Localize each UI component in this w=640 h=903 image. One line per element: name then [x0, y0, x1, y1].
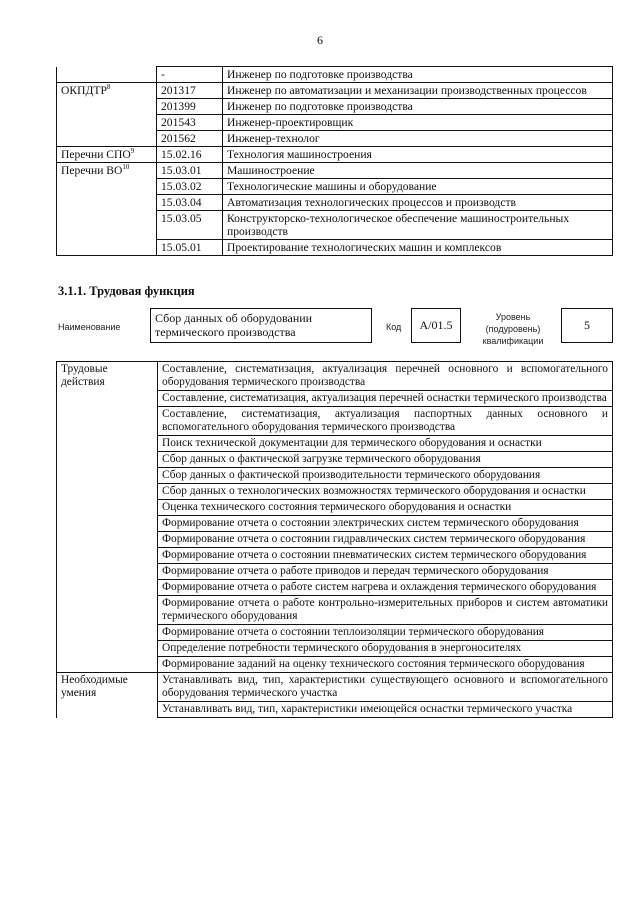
table-row	[57, 179, 613, 195]
page-number: 6	[317, 33, 323, 47]
table-row	[57, 147, 613, 163]
table-row	[57, 99, 613, 115]
table-row	[57, 163, 613, 179]
group-label: Перечни ВО	[61, 164, 123, 177]
name-cell: Инженер по подготовке производства	[223, 67, 613, 83]
item-cell: Формирование отчета о состоянии электрических систем термического оборудования	[158, 516, 613, 532]
table-row	[57, 195, 613, 211]
table-row	[57, 407, 613, 436]
group-cell	[57, 240, 157, 256]
code-cell: 201317	[157, 83, 223, 99]
row-group-cell	[57, 702, 158, 718]
group-label: ОКПДТР	[61, 84, 107, 97]
code-cell: 15.03.04	[157, 195, 223, 211]
table-row	[57, 391, 613, 407]
table-row	[57, 131, 613, 147]
item-cell: Оценка технического состояния термического оборудования и оснастки	[158, 500, 613, 516]
table-row	[57, 596, 613, 625]
codes-table	[56, 66, 613, 256]
group-cell	[57, 211, 157, 240]
name-cell: Технология машиностроения	[223, 147, 613, 163]
footnote-mark: 10	[122, 163, 130, 172]
row-group-cell	[57, 516, 158, 532]
table-row	[57, 548, 613, 564]
item-cell: Устанавливать вид, тип, характеристики имеющейся оснастки термического участка	[158, 702, 613, 718]
name-label: Наименование	[58, 322, 121, 332]
group-cell	[57, 179, 157, 195]
table-row	[57, 362, 613, 391]
code-cell: 201543	[157, 115, 223, 131]
table-row	[57, 436, 613, 452]
function-code-box: A/01.5	[411, 308, 461, 343]
row-group-cell	[57, 596, 158, 625]
code-cell: 201562	[157, 131, 223, 147]
table-row	[57, 484, 613, 500]
item-cell: Формирование отчета о состоянии теплоизоляции термического оборудования	[158, 625, 613, 641]
item-cell: Определение потребности термического оборудования в энергоносителях	[158, 641, 613, 657]
name-cell: Технологические машины и оборудование	[223, 179, 613, 195]
level-label-line: Уровень	[495, 312, 531, 322]
item-cell: Поиск технической документации для термического оборудования и оснастки	[158, 436, 613, 452]
table-row	[57, 564, 613, 580]
table-row	[57, 580, 613, 596]
group-cell	[57, 195, 157, 211]
item-cell: Сбор данных о фактической производительности термического оборудования	[158, 468, 613, 484]
item-cell: Устанавливать вид, тип, характеристики существующего основного и вспомогательного оборудования термического участка	[158, 673, 613, 702]
table-row	[57, 83, 613, 99]
name-cell: Конструкторско-технологическое обеспечение машиностроительных производств	[223, 211, 613, 240]
code-label: Код	[386, 322, 402, 332]
code-cell: 15.03.02	[157, 179, 223, 195]
table-row	[57, 468, 613, 484]
footnote-mark: 9	[130, 147, 135, 156]
row-group-cell	[57, 452, 158, 468]
table-row	[57, 500, 613, 516]
row-group-cell: Трудовые действия	[57, 362, 158, 391]
item-cell: Формирование отчета о состоянии гидравлических систем термического оборудования	[158, 532, 613, 548]
code-cell: 15.05.01	[157, 240, 223, 256]
table-row	[57, 673, 613, 702]
name-cell: Инженер-технолог	[223, 131, 613, 147]
group-cell	[57, 67, 157, 83]
code-cell: 15.03.01	[157, 163, 223, 179]
table-row	[57, 702, 613, 718]
section-title: 3.1.1. Трудовая функция	[58, 284, 195, 298]
row-group-cell	[57, 641, 158, 657]
table-row	[57, 641, 613, 657]
item-cell: Формирование отчета о работе контрольно-измерительных приборов и систем автоматики термического оборудования	[158, 596, 613, 625]
item-cell: Составление, систематизация, актуализация перечней основного и вспомогательного оборудования термического производства	[158, 362, 613, 391]
group-cell	[57, 163, 157, 179]
item-cell: Формирование отчета о работе приводов и передач термического оборудования	[158, 564, 613, 580]
name-cell: Машиностроение	[223, 163, 613, 179]
level-label	[478, 311, 548, 347]
name-cell: Проектирование технологических машин и комплексов	[223, 240, 613, 256]
row-group-cell	[57, 391, 158, 407]
item-cell: Формирование отчета о состоянии пневматических систем термического оборудования	[158, 548, 613, 564]
group-label: Перечни СПО	[61, 148, 131, 161]
item-cell: Сбор данных о технологических возможностях термического оборудования и оснастки	[158, 484, 613, 500]
row-group-cell	[57, 407, 158, 436]
code-cell: -	[157, 67, 223, 83]
row-group-cell	[57, 468, 158, 484]
table-row	[57, 657, 613, 673]
row-group-cell	[57, 548, 158, 564]
row-group-cell	[57, 657, 158, 673]
name-cell: Инженер-проектировщик	[223, 115, 613, 131]
row-group-cell	[57, 580, 158, 596]
table-row	[57, 532, 613, 548]
group-cell	[57, 147, 157, 163]
row-group-cell	[57, 625, 158, 641]
item-cell: Составление, систематизация, актуализация перечней оснастки термического производства	[158, 391, 613, 407]
level-value-box: 5	[561, 308, 613, 343]
table-row	[57, 516, 613, 532]
name-cell: Инженер по подготовке производства	[223, 99, 613, 115]
name-cell: Инженер по автоматизации и механизации производственных процессов	[223, 83, 613, 99]
code-cell: 201399	[157, 99, 223, 115]
table-row	[57, 115, 613, 131]
function-name-box: Сбор данных об оборудовании термического производства	[150, 308, 372, 343]
item-cell: Формирование заданий на оценку технического состояния термического оборудования	[158, 657, 613, 673]
group-cell	[57, 83, 157, 99]
row-group-cell	[57, 484, 158, 500]
table-row	[57, 625, 613, 641]
row-group-cell: Необходимые умения	[57, 673, 158, 702]
group-cell	[57, 131, 157, 147]
footnote-mark: 8	[106, 83, 111, 92]
item-cell: Составление, систематизация, актуализация паспортных данных основного и вспомогательного оборудования термического производства	[158, 407, 613, 436]
code-cell: 15.03.05	[157, 211, 223, 240]
code-cell: 15.02.16	[157, 147, 223, 163]
row-group-cell	[57, 500, 158, 516]
table-row	[57, 211, 613, 240]
group-cell	[57, 99, 157, 115]
row-group-cell	[57, 564, 158, 580]
row-group-cell	[57, 436, 158, 452]
item-cell: Сбор данных о фактической загрузке термического оборудования	[158, 452, 613, 468]
table-row	[57, 67, 613, 83]
table-row	[57, 452, 613, 468]
labor-function-table	[56, 361, 613, 718]
row-group-cell	[57, 532, 158, 548]
name-cell: Автоматизация технологических процессов и производств	[223, 195, 613, 211]
group-cell	[57, 115, 157, 131]
level-label-line: квалификации	[482, 336, 544, 346]
table-row	[57, 240, 613, 256]
item-cell: Формирование отчета о работе систем нагрева и охлаждения термического оборудования	[158, 580, 613, 596]
level-label-line: (подуровень)	[485, 324, 541, 334]
